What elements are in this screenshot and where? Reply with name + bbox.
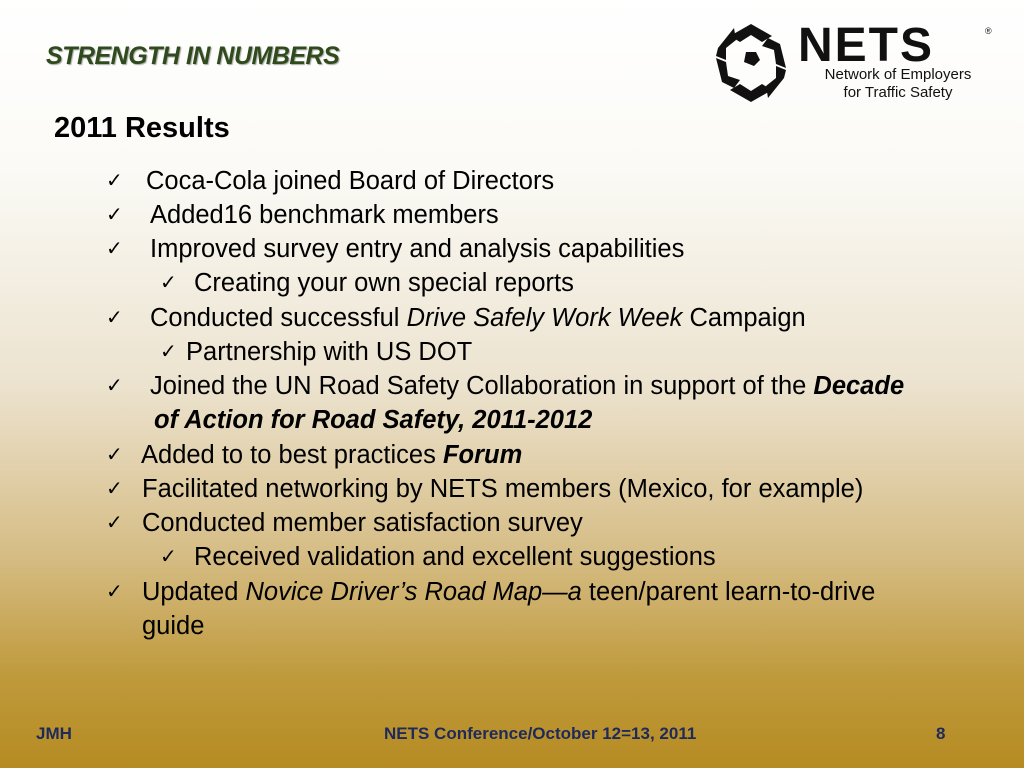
logo-subtitle <box>818 66 978 102</box>
footer-page-number: 8 <box>936 724 946 743</box>
list-item-continuation <box>154 405 592 435</box>
list-item: Conducted member satisfaction survey <box>142 509 583 537</box>
footer-event: NETS Conference/October 12=13, 2011 <box>384 724 697 743</box>
list-sub-item: Creating your own special reports <box>194 269 574 297</box>
check-icon: ✓ <box>106 512 123 534</box>
list-item-continuation: guide <box>142 612 205 640</box>
check-icon: ✓ <box>106 478 123 500</box>
logo-subtitle-line2: for Traffic Safety <box>843 84 953 101</box>
check-icon: ✓ <box>106 444 123 466</box>
check-icon: ✓ <box>160 272 177 294</box>
list-item <box>142 577 875 607</box>
check-icon: ✓ <box>160 341 177 363</box>
logo-subtitle-line1: Network of Employers <box>824 66 972 83</box>
nets-logo <box>710 19 1000 104</box>
logo-wordmark: NETS <box>798 19 935 72</box>
campaign-name: Drive Safely Work Week <box>406 304 683 332</box>
list-sub-item: Partnership with US DOT <box>186 338 473 366</box>
forum-name: Forum <box>442 441 523 469</box>
check-icon: ✓ <box>160 546 177 568</box>
list-item-text: Joined the UN Road Safety Collaboration in support of the <box>150 372 814 400</box>
decade-name: Decade <box>813 372 905 400</box>
check-icon: ✓ <box>106 170 123 192</box>
footer-author: JMH <box>36 724 72 743</box>
check-icon: ✓ <box>106 204 123 226</box>
check-icon: ✓ <box>106 307 123 329</box>
list-item <box>150 303 806 333</box>
list-item-text: teen/parent learn-to-drive <box>581 578 876 606</box>
slide-title: STRENGTH IN NUMBERS <box>46 42 340 70</box>
logo-registered-mark: ® <box>985 26 992 36</box>
list-item-text: Conducted successful <box>150 304 407 332</box>
list-item: Facilitated networking by NETS members (Mexico, for example) <box>142 475 864 503</box>
list-item-text: Updated <box>142 578 246 606</box>
list-item: Coca-Cola joined Board of Directors <box>146 167 555 195</box>
list-item-text: Added to to best practices <box>141 441 443 469</box>
check-icon: ✓ <box>106 238 123 260</box>
road-map-name: Novice Driver’s Road Map—a <box>245 578 582 606</box>
list-item-text: Campaign <box>682 304 806 332</box>
results-heading: 2011 Results <box>54 112 230 144</box>
check-icon: ✓ <box>106 581 123 603</box>
nets-emblem-icon <box>710 22 792 104</box>
list-sub-item: Received validation and excellent suggestions <box>194 543 716 571</box>
list-item <box>150 371 904 401</box>
check-icon: ✓ <box>106 375 123 397</box>
list-item: Added16 benchmark members <box>150 201 499 229</box>
list-item: Improved survey entry and analysis capabilities <box>150 235 685 263</box>
decade-name-cont: of Action for Road Safety, 2011-2012 <box>154 406 593 434</box>
list-item <box>141 440 522 470</box>
